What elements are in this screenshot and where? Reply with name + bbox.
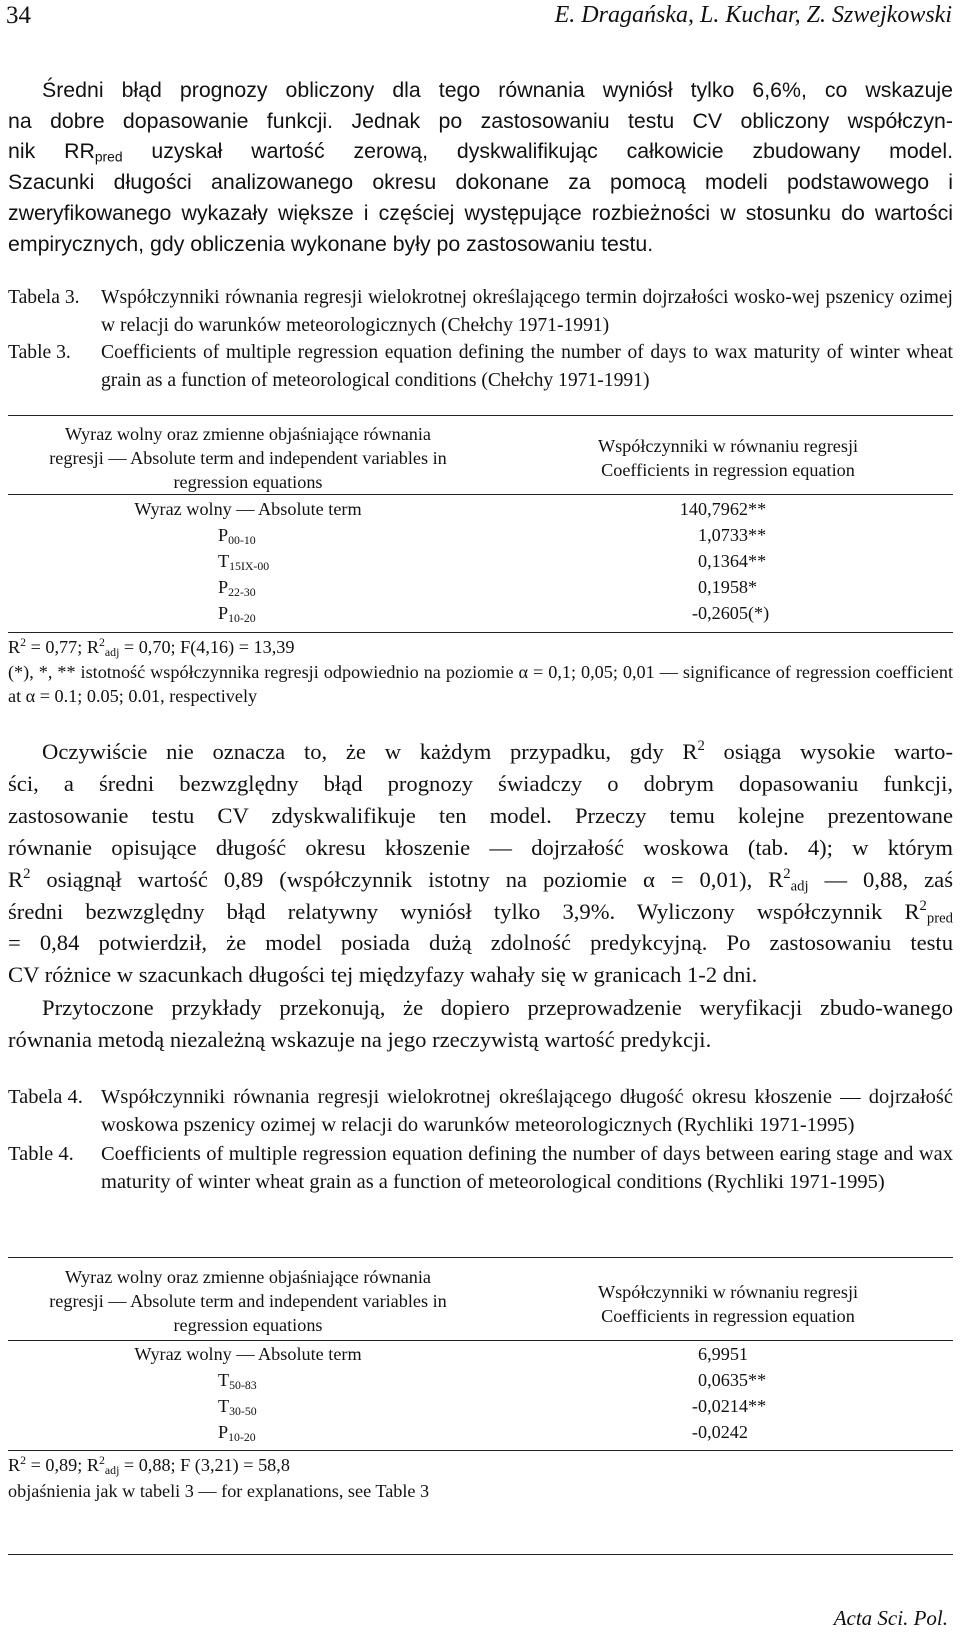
table-row <box>8 551 953 577</box>
variable-symbol: P <box>218 1422 229 1442</box>
table-cell-coefficient: 1,0733** <box>697 525 767 545</box>
table-4-top-rule <box>8 1257 953 1258</box>
coefficient-value: 140,7962 <box>679 499 748 519</box>
table-4-header-rule <box>8 1340 953 1341</box>
table-4-header-variables-line-1: Wyraz wolny oraz zmienne objaśniające równania <box>64 1267 432 1287</box>
table-3-caption <box>8 284 953 394</box>
table-3-statistics <box>8 635 953 659</box>
table-3-header-variables-line-3: regression equations <box>173 472 323 492</box>
table-cell-coefficient: 140,7962** <box>679 499 767 519</box>
paragraph-2-line-5-c: — 0,88, zaś <box>808 866 954 892</box>
table-3-caption-pl <box>8 284 953 339</box>
table-3-footnote <box>8 660 953 708</box>
table-row <box>8 1422 953 1448</box>
table-3-header-variables-line-1: Wyraz wolny oraz zmienne objaśniające równania <box>64 424 432 444</box>
paragraph-2-line-1-end: osiąga wysokie warto- <box>704 739 953 764</box>
stat-r2adj-superscript: 2 <box>98 634 105 649</box>
paragraph-2-line-3: zastosowanie testu CV zdyskwalifikuje ten model. Przeczy temu kolejne prezentowane <box>8 802 953 828</box>
table-3-caption-en <box>8 339 953 394</box>
table-4-caption-pl <box>8 1083 953 1140</box>
paragraph-1-rest: Szacunki długości analizowanego okresu dokonane za pomocą modeli podstawowego i zweryfikowanego wykazały większe i częściej występujące rozbieżności w stosunku do wartości empirycznych, gdy obliczenia wykonane były po zastosowaniu testu. <box>8 170 953 256</box>
table-cell-variable <box>218 525 256 546</box>
subscript: pred <box>926 910 953 927</box>
paragraph-2-line-1-start: Oczywiście nie oznacza to, że w każdym przypadku, gdy R <box>42 739 698 764</box>
table-3-label-en: Table 3. <box>8 342 71 363</box>
table-4-header-variables <box>8 1265 488 1337</box>
table-3-label-pl: Tabela 3. <box>8 287 80 308</box>
table-3-header-rule <box>8 494 953 495</box>
table-cell-variable <box>218 577 256 598</box>
table-3-header-coefficients-line-1: Współczynniki w równaniu regresji <box>597 436 859 456</box>
paragraph-2-line-5-b: osiągnął wartość 0,89 (współczynnik istotny na poziomie α = 0,01), R <box>30 866 784 892</box>
stat-r2-symbol: R <box>8 637 21 657</box>
table-4-caption-pl-text: Współczynniki równania regresji wielokrotnej określającego długość okresu kłoszenie — dojrzałość woskowa pszenicy ozimej w relacji do warunków meteorologicznych (Rychliki 1971-1995) <box>101 1086 953 1137</box>
table-3-footnote-text: (*), *, ** istotność współczynnika regresji odpowiednio na poziomie α = 0,1; 0,05; 0,01 — significance of regression coefficient at α = 0.1; 0.05; 0.01, respectively <box>8 662 953 706</box>
paragraph-1-line-2: na dobre dopasowanie funkcji. Jednak po zastosowaniu testu CV obliczony współczyn- <box>8 108 953 133</box>
coefficient-value: 0,1364 <box>697 551 748 571</box>
paragraph-2 <box>8 736 953 991</box>
paragraph-1-line-3 <box>8 136 953 167</box>
superscript: 2 <box>697 738 705 755</box>
variable-symbol: P <box>218 525 229 545</box>
table-cell-variable <box>218 603 256 624</box>
variable-subscript: 50-83 <box>229 1377 257 1392</box>
table-row <box>8 525 953 551</box>
paragraph-2-line-6 <box>8 896 953 928</box>
variable-symbol: P <box>218 603 229 623</box>
table-4-caption-en <box>8 1140 953 1197</box>
variable-symbol: T <box>218 551 230 571</box>
table-4-header-variables-line-2: regresji — Absolute term and independent variables in <box>49 1291 447 1311</box>
paragraph-1-line-3-end: uzyskał wartość zerową, dyskwalifikując całkowicie zbudowany model. <box>122 139 954 164</box>
variable-symbol: T <box>218 1396 230 1416</box>
table-4-label-en: Table 4. <box>8 1142 74 1165</box>
table-4-bottom-rule <box>8 1450 953 1451</box>
table-row <box>8 577 953 603</box>
stat-r2adj-superscript: 2 <box>98 1452 105 1467</box>
paragraph-2-line-6-a: średni bezwzględny błąd relatywny wyniósł tylko 3,9%. Wyliczony współczynnik R <box>8 898 920 924</box>
variable-subscript: 10-20 <box>228 610 256 625</box>
table-3-top-rule <box>8 415 953 416</box>
variable-subscript: 30-50 <box>229 1403 257 1418</box>
table-cell-variable <box>218 1370 257 1391</box>
stat-r2-superscript: 2 <box>20 1452 27 1467</box>
paragraph-1-line-3-start: nik RR <box>8 139 95 164</box>
stat-rest: = 0,70; F(4,16) = 13,39 <box>119 637 295 657</box>
table-cell-coefficient: 0,1364** <box>697 551 767 571</box>
coefficient-value: 0,1958 <box>697 577 748 597</box>
table-cell-coefficient <box>638 1344 748 1365</box>
table-4 <box>8 1261 953 1341</box>
journal-name: Acta Sci. Pol. <box>833 1606 948 1630</box>
coefficient-value: -0,0242 <box>691 1422 748 1442</box>
coefficient-value: -0,0214 <box>691 1396 748 1416</box>
paragraph-1-line-1: Średni błąd prognozy obliczony dla tego równania wyniósł tylko 6,6%, co wskazuje <box>42 78 953 102</box>
variable-subscript: 10-20 <box>228 1429 256 1444</box>
table-3-body <box>8 499 953 629</box>
paragraph-2-line-8: CV różnice w szacunkach długości tej międzyfazy wahały się w granicach 1-2 dni. <box>8 962 758 988</box>
paragraph-2-line-1 <box>8 736 953 768</box>
paragraph-2-line-7: = 0,84 potwierdził, że model posiada dużą zdolność predykcyjną. Po zastosowaniu testu <box>8 930 953 956</box>
variable-subscript: 15IX-00 <box>229 558 270 573</box>
table-row <box>8 1370 953 1396</box>
variable-subscript: 22-30 <box>228 584 256 599</box>
table-4-caption <box>8 1083 953 1196</box>
table-cell-variable: Wyraz wolny — Absolute term <box>134 499 362 519</box>
table-cell-variable: Wyraz wolny — Absolute term <box>134 1344 362 1364</box>
table-4-header-coefficients-line-1: Współczynniki w równaniu regresji <box>597 1282 859 1302</box>
table-4-body <box>8 1344 953 1452</box>
table-cell-coefficient: -0,2605(*) <box>691 603 770 623</box>
table-3-caption-pl-text: Współczynniki równania regresji wielokrotnej określającego termin dojrzałości wosko-wej pszenicy ozimej w relacji do warunków meteorologicznych (Chełchy 1971-1991) <box>101 287 953 336</box>
table-cell-coefficient: 0,0635** <box>697 1370 767 1390</box>
table-3-header-coefficients-line-2: Coefficients in regression equation <box>601 460 855 480</box>
pred-subscript: pred <box>94 148 123 165</box>
stat-r2adj-subscript: adj <box>104 644 120 659</box>
table-row <box>8 603 953 629</box>
coefficient-value: 6,9951 <box>697 1344 748 1364</box>
table-4-label-pl: Tabela 4. <box>8 1086 83 1108</box>
paragraph-2-line-5 <box>8 864 953 896</box>
running-head <box>6 2 952 36</box>
table-3-bottom-rule <box>8 632 953 633</box>
paragraph-1 <box>8 75 953 259</box>
paragraph-2-line-4: równanie opisujące długość okresu kłoszenie — dojrzałość woskowa (tab. 4); w którym <box>8 834 953 860</box>
table-row <box>8 1396 953 1422</box>
coefficient-value: 1,0733 <box>697 525 748 545</box>
variable-symbol: T <box>218 1370 230 1390</box>
superscript: 2 <box>23 865 31 882</box>
superscript: 2 <box>783 865 791 882</box>
stat-r2-superscript: 2 <box>20 634 27 649</box>
table-cell-variable <box>218 1396 257 1417</box>
table-4-header-variables-line-3: regression equations <box>173 1315 323 1335</box>
page-number: 34 <box>6 2 31 29</box>
stat-r2-value: = 0,89; R <box>26 1455 99 1475</box>
stat-r2-value: = 0,77; R <box>26 637 99 657</box>
stat-rest: = 0,88; F (3,21) = 58,8 <box>119 1455 290 1475</box>
table-4-footnote: objaśnienia jak w tabeli 3 — for explanations, see Table 3 <box>8 1481 430 1501</box>
superscript: 2 <box>919 897 927 914</box>
table-3-header-coefficients <box>513 434 943 482</box>
paragraph-3: Przytoczone przykłady przekonują, że dopiero przeprowadzenie weryfikacji zbudo-wanego równania metodą niezależną wskazuje na jego rzeczywistą wartość predykcji. <box>8 995 953 1052</box>
coefficient-value: 0,0635 <box>697 1370 748 1390</box>
stat-r2-symbol: R <box>8 1455 21 1475</box>
table-cell-coefficient: -0,0214** <box>691 1396 767 1416</box>
table-4-header-coefficients-line-2: Coefficients in regression equation <box>601 1306 855 1326</box>
table-cell-coefficient <box>638 1422 748 1443</box>
table-4-header-coefficients <box>513 1280 943 1328</box>
paragraph-2-line-5-a: R <box>8 866 24 892</box>
table-cell-variable <box>218 1422 256 1443</box>
table-cell-variable <box>218 551 269 572</box>
stat-r2adj-subscript: adj <box>104 1462 120 1477</box>
table-row <box>8 1344 953 1370</box>
table-3-caption-en-text: Coefficients of multiple regression equation defining the number of days to wax maturity of winter wheat grain as a function of meteorological conditions (Chełchy 1971-1991) <box>101 342 953 391</box>
subscript: adj <box>790 878 809 895</box>
paragraph-2-line-2: ści, a średni bezwzględny błąd prognozy świadczy o dobrym dopasowaniu funkcji, <box>8 770 953 796</box>
page-footer-rule <box>8 1554 953 1555</box>
variable-symbol: P <box>218 577 229 597</box>
table-cell-coefficient: 0,1958* <box>697 577 758 597</box>
coefficient-value: -0,2605 <box>691 603 748 623</box>
table-row <box>8 499 953 525</box>
table-3-header-variables-line-2: regresji — Absolute term and independent variables in <box>49 448 447 468</box>
variable-subscript: 00-10 <box>228 532 256 547</box>
running-head-authors: E. Dragańska, L. Kuchar, Z. Szwejkowski <box>554 2 952 28</box>
table-4-caption-en-text: Coefficients of multiple regression equation defining the number of days between earing stage and wax maturity of winter wheat grain as a function of meteorological conditions (Rychliki 1971-1995) <box>101 1142 953 1193</box>
table-3-header-variables <box>8 422 488 494</box>
table-4-statistics <box>8 1453 953 1477</box>
